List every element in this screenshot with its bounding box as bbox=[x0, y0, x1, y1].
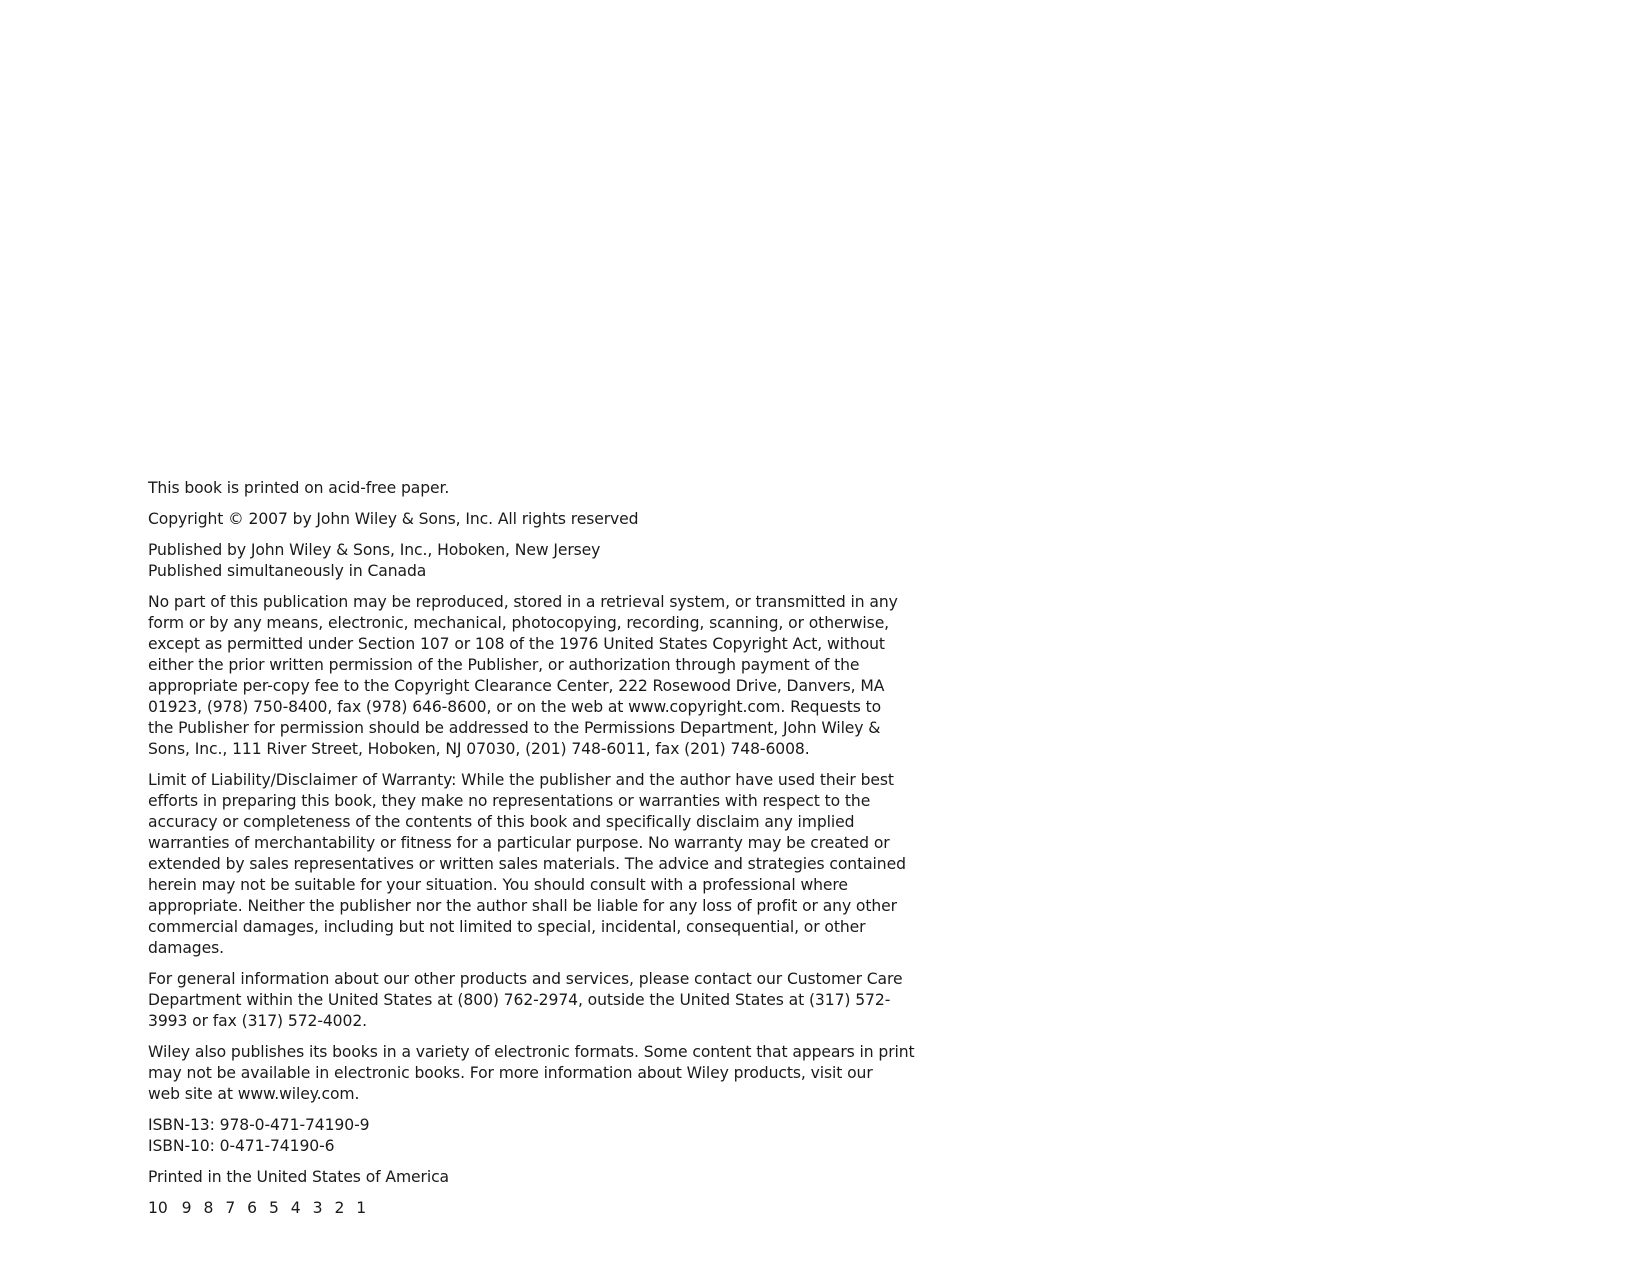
permissions-line: either the prior written permission of the Publisher, or authorization through payment of the bbox=[148, 656, 860, 674]
acid-free-line: This book is printed on acid-free paper. bbox=[148, 479, 450, 497]
copyright-notice bbox=[148, 509, 888, 530]
printer-key-number: 4 bbox=[290, 1199, 301, 1217]
permissions-line: except as permitted under Section 107 or 108 of the 1976 United States Copyright Act, without bbox=[148, 635, 885, 653]
electronic-formats-line: Wiley also publishes its books in a variety of electronic formats. Some content that appears in print bbox=[148, 1043, 915, 1061]
printer-key-number: 2 bbox=[334, 1199, 345, 1217]
disclaimer-line: Limit of Liability/Disclaimer of Warranty: While the publisher and the author have used their best bbox=[148, 771, 894, 789]
permissions-line: form or by any means, electronic, mechanical, photocopying, recording, scanning, or otherwise, bbox=[148, 614, 890, 632]
electronic-formats-line: may not be available in electronic books. For more information about Wiley products, visit our bbox=[148, 1064, 873, 1082]
permissions-line: 01923, (978) 750-8400, fax (978) 646-8600, or on the web at www.copyright.com. Requests to bbox=[148, 698, 882, 716]
printer-key-number: 3 bbox=[312, 1199, 323, 1217]
publisher-line: Published by John Wiley & Sons, Inc., Hoboken, New Jersey bbox=[148, 541, 601, 559]
printed-in-line: Printed in the United States of America bbox=[148, 1168, 450, 1186]
permissions-line: No part of this publication may be reproduced, stored in a retrieval system, or transmitted in any bbox=[148, 593, 898, 611]
general-info-line: For general information about our other products and services, please contact our Customer Care bbox=[148, 970, 903, 988]
disclaimer-line: commercial damages, including but not limited to special, incidental, consequential, or other bbox=[148, 918, 866, 936]
general-info-line: Department within the United States at (800) 762-2974, outside the United States at (317) 572- bbox=[148, 991, 891, 1009]
publisher-info bbox=[148, 540, 888, 582]
isbn-10: ISBN-10: 0-471-74190-6 bbox=[148, 1137, 335, 1155]
printer-key-number: 6 bbox=[247, 1199, 257, 1217]
general-info-paragraph bbox=[148, 969, 903, 1032]
printed-in-note bbox=[148, 1167, 888, 1188]
disclaimer-line: herein may not be suitable for your situation. You should consult with a professional where bbox=[148, 876, 848, 894]
printer-key-number: 8 bbox=[203, 1199, 214, 1217]
general-info-line: 3993 or fax (317) 572-4002. bbox=[148, 1012, 368, 1030]
printer-key-number: 10 bbox=[148, 1199, 168, 1217]
printer-key bbox=[148, 1198, 888, 1219]
electronic-formats-paragraph bbox=[148, 1042, 915, 1105]
permissions-line: the Publisher for permission should be addressed to the Permissions Department, John Wiley & bbox=[148, 719, 881, 737]
printer-key-number: 5 bbox=[268, 1199, 279, 1217]
copyright-block bbox=[148, 478, 915, 1219]
electronic-formats-line: web site at www.wiley.com. bbox=[148, 1085, 360, 1103]
acid-free-note bbox=[148, 478, 888, 499]
disclaimer-paragraph bbox=[148, 770, 906, 959]
printer-key-number: 1 bbox=[356, 1199, 367, 1217]
disclaimer-line: warranties of merchantability or fitness for a particular purpose. No warranty may be created or bbox=[148, 834, 890, 852]
printer-key-number: 7 bbox=[225, 1199, 236, 1217]
copyright-line: Copyright © 2007 by John Wiley & Sons, Inc. All rights reserved bbox=[148, 510, 639, 528]
permissions-line: Sons, Inc., 111 River Street, Hoboken, NJ 07030, (201) 748-6011, fax (201) 748-6008. bbox=[148, 740, 810, 758]
isbn-block bbox=[148, 1115, 888, 1157]
disclaimer-line: damages. bbox=[148, 939, 224, 957]
printer-key-number: 9 bbox=[181, 1199, 192, 1217]
isbn-13: ISBN-13: 978-0-471-74190-9 bbox=[148, 1116, 370, 1134]
publisher-line: Published simultaneously in Canada bbox=[148, 562, 427, 580]
disclaimer-line: accuracy or completeness of the contents of this book and specifically disclaim any implied bbox=[148, 813, 855, 831]
permissions-paragraph bbox=[148, 592, 898, 760]
permissions-line: appropriate per-copy fee to the Copyright Clearance Center, 222 Rosewood Drive, Danvers, MA bbox=[148, 677, 885, 695]
disclaimer-line: extended by sales representatives or written sales materials. The advice and strategies contained bbox=[148, 855, 906, 873]
disclaimer-line: appropriate. Neither the publisher nor the author shall be liable for any loss of profit or any other bbox=[148, 897, 897, 915]
disclaimer-line: efforts in preparing this book, they make no representations or warranties with respect to the bbox=[148, 792, 871, 810]
